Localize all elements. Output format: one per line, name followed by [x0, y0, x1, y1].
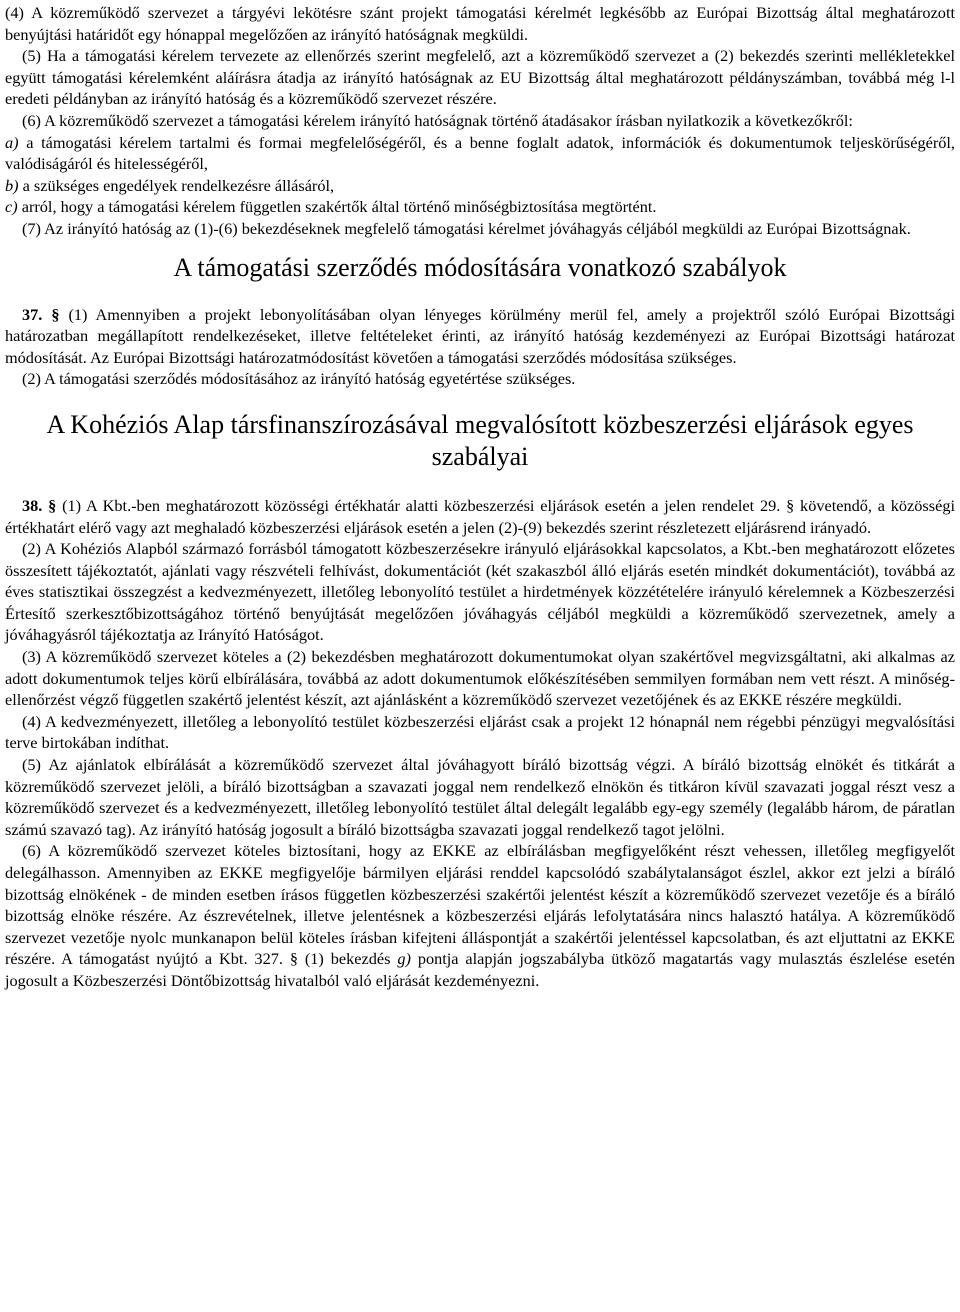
- section-38-paragraph-2: (2) A Kohéziós Alapból származó forrásból támogatott közbeszerzésekre irányuló eljárásokkal kapcsolatos, a Kbt.-ben meghatározott előzetes összesített tájékoztatót, ajánlati vagy részvételi felhívást, dokumentációt (két szakaszból álló eljárás esetén mindkét dokumentációt), továbbá az éves statisztikai összegzést a kedvezményezett, illetőleg lebonyolító testület a hirdetmények közzétételére irányuló kérelemnek a Közbeszerzési Értesítő szerkesztőbizottságához történő benyújtását megelőzően jóváhagyás céljából megküldi a közreműködő szervezetnek, amely a jóváhagyásról tájékoztatja az Irányító Hatóságot.: [5, 539, 955, 645]
- section-38-paragraph-4: (4) A kedvezményezett, illetőleg a lebonyolító testület közbeszerzési eljárást csak a projekt 12 hónapnál nem régebbi pénzügyi megvalósítási terve birtokában indíthat.: [5, 711, 955, 753]
- section-heading-cohesion-fund: A Kohéziós Alap társfinanszírozásával megvalósított közbeszerzési eljárások egyes szabályai: [46, 409, 914, 471]
- list-text: a támogatási kérelem tartalmi és formai megfelelőségéről, és a benne foglalt adatok, információk és dokumentumok teljeskörűségéről, valódiságáról és hitelességéről,: [5, 132, 955, 174]
- list-item-a: [5, 132, 955, 175]
- paragraph-5: (5) Ha a támogatási kérelem tervezete az ellenőrzés szerint megfelelő, azt a közreműködő szervezet a (2) bekezdés szerinti mellékletekkel együtt támogatási kérelemként aláírásra átadja az irányító hatóságnak az EU Bizottság által meghatározott példányszámban, továbbá még l-l eredeti példányban az irányító hatóság és a közreműködő szervezet részére.: [5, 46, 955, 109]
- section-38-paragraph-1: [5, 495, 955, 538]
- section-38-p6-text-before: (6) A közreműködő szervezet köteles biztosítani, hogy az EKKE az elbírálásban megfigyelőként részt vehessen, illetőleg megfigyelőt delegálhasson. Amennyiben az EKKE megfigyelője bármilyen eljárási renddel kapcsolódó szabálytalanságot észlel, akkor ezt jelzi a bíráló bizottság elnökének - de minden esetben írásos független közbeszerzési szakértői jelentést készít a közreműködő szervezet vezetője és a bíráló bizottság elnöke részére. Az észrevételnek, illetve jelentésnek a közbeszerzési eljárás lefolytatására nincs halasztó hatálya. A közreműködő szervezet vezetője nyolc munkanapon belül köteles írásban kifejteni álláspontját a szakértői jelentéssel kapcsolatban, és azt eljuttatni az EKKE részére. A támogatást nyújtó a Kbt. 327. § (1) bekezdés: [5, 841, 955, 969]
- section-37-paragraph-2: (2) A támogatási szerződés módosításához az irányító hatóság egyetértése szükséges.: [22, 369, 576, 389]
- section-38-p6-point: g): [397, 949, 411, 969]
- section-37-paragraph-1: [5, 304, 955, 369]
- list-text: a szükséges engedélyek rendelkezésre állásáról,: [18, 175, 335, 195]
- section-37-p1-text: (1) Amennyiben a projekt lebonyolításában olyan lényeges körülmény merül fel, amely a projektről szóló Európai Bizottsági határozatban megállapított rendelkezéseket, illetve feltételeket érinti, az irányító hatóság kezdeményezi az Európai Bizottsági határozat módosítását. Az Európai Bizottsági határozatmódosítást követően a támogatási szerződés módosítása szükséges.: [5, 304, 956, 367]
- section-heading-contract-modification: A támogatási szerződés módosítására vonatkozó szabályok: [173, 252, 787, 282]
- list-text: arról, hogy a támogatási kérelem független szakértők által történő minőségbiztosítása megtörtént.: [17, 197, 657, 217]
- section-38-paragraph-3: (3) A közreműködő szervezet köteles a (2) bekezdésben meghatározott dokumentumokat olyan szakértővel megvizsgáltatni, aki alkalmas az adott dokumentumok teljes körű elbírálására, továbbá az adott dokumentumok előkészítésében semmilyen formában nem vett részt. A minőség-ellenőrzést végző független szakértő jelentést készít, azt ajánlásként a közreműködő szervezet vezetőjének és az EKKE részére megküldi.: [5, 647, 955, 710]
- section-37-number: 37. §: [22, 304, 60, 324]
- list-letter: c): [5, 197, 18, 217]
- list-item-b: [5, 175, 955, 197]
- list-letter: a): [5, 132, 19, 152]
- paragraph-7: (7) Az irányító hatóság az (1)-(6) bekezdéseknek megfelelő támogatási kérelmet jóváhagyás céljából megküldi az Európai Bizottságnak.: [22, 218, 911, 238]
- section-38-paragraph-6: [5, 840, 955, 991]
- section-38-p1-text: (1) A Kbt.-ben meghatározott közösségi értékhatár alatti közbeszerzési eljárások esetén a jelen rendelet 29. § követendő, a közösségi értékhatárt elérő vagy azt meghaladó közbeszerzési eljárások esetén a jelen (2)-(9) bekezdés szerint részletezett eljárásrend irányadó.: [5, 495, 955, 537]
- list-item-c: [5, 196, 955, 218]
- section-38-paragraph-5: (5) Az ajánlatok elbírálását a közreműködő szervezet által jóváhagyott bíráló bizottság végzi. A bíráló bizottság elnökét és titkárát a közreműködő szervezet jelöli, a bíráló bizottságban a szavazati joggal nem rendelkező elnökön és titkáron kívül szavazati joggal részt vesz a közreműködő szervezet és a kedvezményezett, illetőleg lebonyolító testület által delegált legalább egy-egy személy (legalább három, de páratlan számú szavazó tag). Az irányító hatóság jogosult a bíráló bizottságba szavazati joggal rendelkező tagot jelölni.: [5, 755, 955, 839]
- section-38-number: 38. §: [22, 495, 57, 515]
- paragraph-6-intro: (6) A közreműködő szervezet a támogatási kérelem irányító hatóságnak történő átadásakor írásban nyilatkozik a következőkről:: [22, 110, 853, 130]
- paragraph-4: (4) A közreműködő szervezet a tárgyévi lekötésre szánt projekt támogatási kérelmét legkésőbb az Európai Bizottság által meghatározott benyújtási határidőt egy hónappal megelőzően az irányító hatóságnak megküldi.: [5, 3, 955, 44]
- document-page: [5, 2, 955, 992]
- list-letter: b): [5, 175, 19, 195]
- section-38-p6-text-after: pontja alapján jogszabályba ütköző magatartás vagy mulasztás észlelése esetén jogosult a Közbeszerzési Döntőbizottság hivatalból való eljárását kezdeményezni.: [5, 949, 955, 990]
